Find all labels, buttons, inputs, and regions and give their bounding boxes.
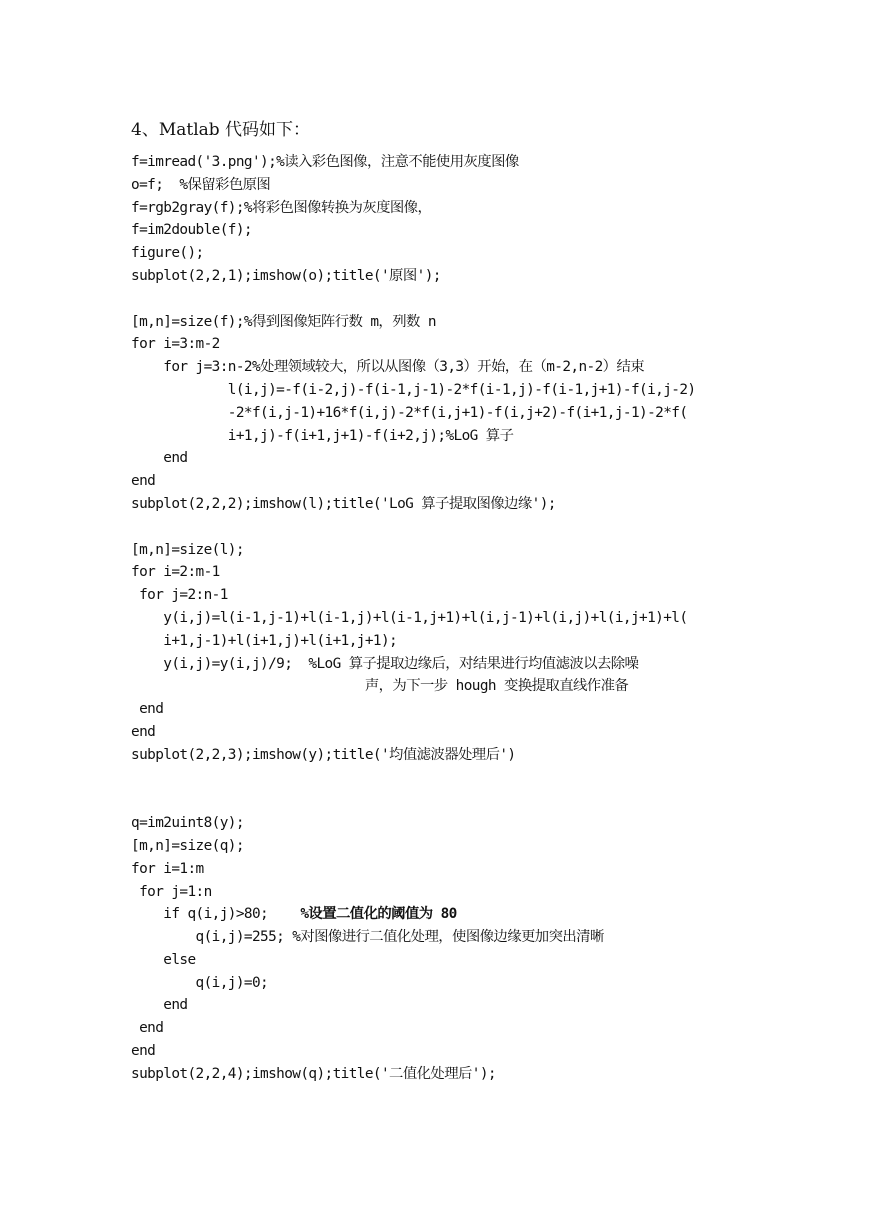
code-line: [m,n]=size(l); [131, 541, 244, 558]
code-line: q=im2uint8(y); [131, 815, 244, 832]
blank-lines [131, 767, 831, 813]
code-line: end [131, 473, 156, 490]
code-line: else [131, 951, 196, 968]
code-line: [m,n]=size(q); [131, 837, 244, 854]
matlab-code-block [131, 151, 831, 1086]
code-line: [m,n]=size(f);%得到图像矩阵行数 m，列数 n [131, 313, 436, 330]
code-line: f=rgb2gray(f);%将彩色图像转换为灰度图像， [131, 199, 432, 216]
code-line: q(i,j)=0; [131, 974, 269, 991]
blank-line [131, 516, 831, 539]
bold-comment: %设置二值化的阈值为 80 [300, 906, 457, 923]
code-line: i+1,j)-f(i+1,j+1)-f(i+2,j);%LoG 算子 [131, 427, 514, 444]
code-line: y(i,j)=l(i-1,j-1)+l(i-1,j)+l(i-1,j+1)+l(i,j-1)+l(i,j)+l(i,j+1)+l( [131, 609, 688, 626]
code-line: 声，为下一步 hough 变换提取直线作准备 [131, 678, 629, 695]
code-line: end [131, 997, 188, 1014]
code-line: for i=2:m-1 [131, 564, 220, 581]
code-line: q(i,j)=255; %对图像进行二值化处理，使图像边缘更加突出清晰 [131, 929, 604, 946]
code-line: figure(); [131, 245, 204, 262]
code-line: for j=1:n [131, 883, 212, 900]
code-line: for i=1:m [131, 860, 204, 877]
code-line: for i=3:m-2 [131, 336, 220, 353]
code-line: l(i,j)=-f(i-2,j)-f(i-1,j-1)-2*f(i-1,j)-f(i-1,j+1)-f(i,j-2) [131, 381, 696, 398]
code-line: subplot(2,2,2);imshow(l);title('LoG 算子提取图像边缘'); [131, 495, 556, 512]
blank-line [131, 288, 831, 311]
code-line: for j=2:n-1 [131, 587, 228, 604]
code-line: subplot(2,2,4);imshow(q);title('二值化处理后'); [131, 1065, 496, 1082]
code-line-with-comment [131, 903, 831, 926]
code-line: o=f; %保留彩色原图 [131, 176, 271, 193]
section-heading: 4、Matlab 代码如下： [131, 120, 311, 140]
code-line: end [131, 1020, 164, 1037]
code-line: end [131, 701, 164, 718]
code-line: f=imread('3.png');%读入彩色图像，注意不能使用灰度图像 [131, 154, 519, 170]
code-line: f=im2double(f); [131, 222, 252, 239]
code-line: end [131, 450, 188, 467]
code-line: i+1,j-1)+l(i+1,j)+l(i+1,j+1); [131, 632, 398, 649]
code-line: end [131, 723, 156, 740]
code-segment: if q(i,j)>80; [131, 906, 269, 923]
code-line: -2*f(i,j-1)+16*f(i,j)-2*f(i,j+1)-f(i,j+2)-f(i+1,j-1)-2*f( [131, 404, 688, 421]
code-line: end [131, 1043, 156, 1060]
code-line: for j=3:n-2%处理领域较大，所以从图像（3,3）开始，在（m-2,n-2）结束 [131, 359, 645, 376]
code-line: y(i,j)=y(i,j)/9; %LoG 算子提取边缘后，对结果进行均值滤波以去除噪 [131, 655, 639, 672]
code-line: subplot(2,2,1);imshow(o);title('原图'); [131, 267, 441, 284]
code-line: subplot(2,2,3);imshow(y);title('均值滤波器处理后') [131, 746, 516, 763]
